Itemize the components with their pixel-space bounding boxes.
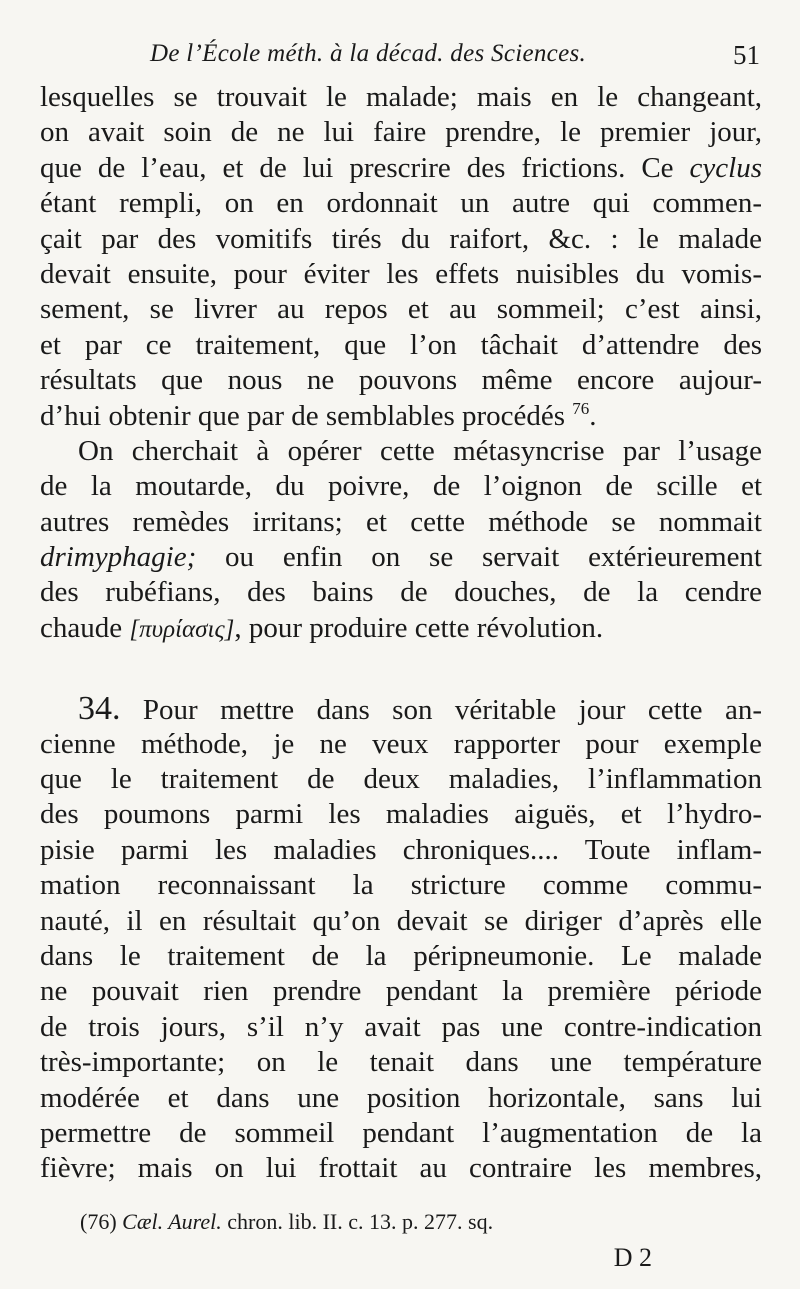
text-line: de la moutarde, du poivre, de l’oignon de scille et [40,470,762,503]
text-line: très-importante; on le tenait dans une température [40,1046,762,1079]
footnote-text: chron. lib. II. c. 13. p. 277. sq. [221,1209,494,1234]
text-line: mation reconnaissant la stricture comme commu- [40,869,762,902]
paragraph-2 [40,434,762,646]
text-fragment: que de l’eau, et de lui prescrire des frictions. Ce [40,151,690,184]
text-fragment: ou enfin on se servait extérieurement [196,541,762,574]
text-line: résultats que nous ne pouvons même encore aujour- [40,364,762,397]
text-line: fièvre; mais on lui frottait au contraire les membres, [40,1152,762,1185]
text-line: ne pouvait rien prendre pendant la première période [40,975,762,1008]
text-line: devait ensuite, pour éviter les effets nuisibles du vomis- [40,257,762,290]
text-line: On cherchait à opérer cette métasyncrise par l’usage [78,434,762,467]
page-header [150,40,760,80]
text-line: çait par des vomitifs tirés du raifort, &c. : le malade [40,222,762,255]
running-head: De l’École méth. à la décad. des Sciences. [150,40,587,67]
text-fragment: , pour produire cette révolution. [234,611,604,644]
body-text [40,80,762,1187]
italic-term: drimyphagie; [40,541,197,574]
page-number: 51 [733,40,760,70]
text-fragment: chaude [40,611,130,644]
text-line: étant rempli, on en ordonnait un autre qui commen- [40,187,762,220]
text-line: de trois jours, s’il n’y avait pas une contre-indication [40,1010,762,1043]
footnote-marker: (76) [80,1209,117,1234]
text-line: cienne méthode, je ne veux rapporter pour exemple [40,727,762,760]
italic-term: cyclus [689,151,762,184]
footnote-author: Cæl. Aurel. [122,1209,222,1234]
text-line: dans le traitement de la péripneumonie. Le malade [40,939,762,972]
text-line [40,151,762,186]
text-fragment: d’hui obtenir que par de semblables procédés [40,399,573,432]
text-line [40,611,762,646]
text-line: autres remèdes irritans; et cette méthode se nommait [40,505,762,538]
text-line: et par ce traitement, que l’on tâchait d’attendre des [40,328,762,361]
text-line [40,540,762,575]
signature-mark: D 2 [613,1243,652,1272]
paragraph-3 [40,691,762,1186]
footnote [80,1209,493,1235]
text-line: d’hui obtenir que par de semblables procédés $^{76}$. [40,398,597,432]
text-line [40,691,762,726]
text-line: modérée et dans une position horizontale, sans lui [40,1081,762,1114]
text-line: on avait soin de ne lui faire prendre, le premier jour, [40,116,762,149]
text-line: nauté, il en résultait qu’on devait se diriger d’après elle [40,904,762,937]
text-line: pisie parmi les maladies chroniques.... Toute inflam- [40,833,762,866]
greek-term: [πυρίασις] [129,615,235,643]
section-number: 34. [78,690,121,728]
text-line: permettre de sommeil pendant l’augmentation de la [40,1116,762,1149]
text-line: que le traitement de deux maladies, l’inflammation [40,763,762,796]
text-line: des rubéfians, des bains de douches, de la cendre [40,576,762,609]
paragraph-1 [40,80,762,434]
text-line: sement, se livrer au repos et au sommeil; c’est ainsi, [40,293,762,326]
text-line: lesquelles se trouvait le malade; mais en le changeant, [40,81,762,113]
text-line: des poumons parmi les maladies aiguës, et l’hydro- [40,798,762,831]
text-fragment: Pour mettre dans son véritable jour cette an- [120,694,762,727]
footnote-reference: 76 [572,398,590,418]
